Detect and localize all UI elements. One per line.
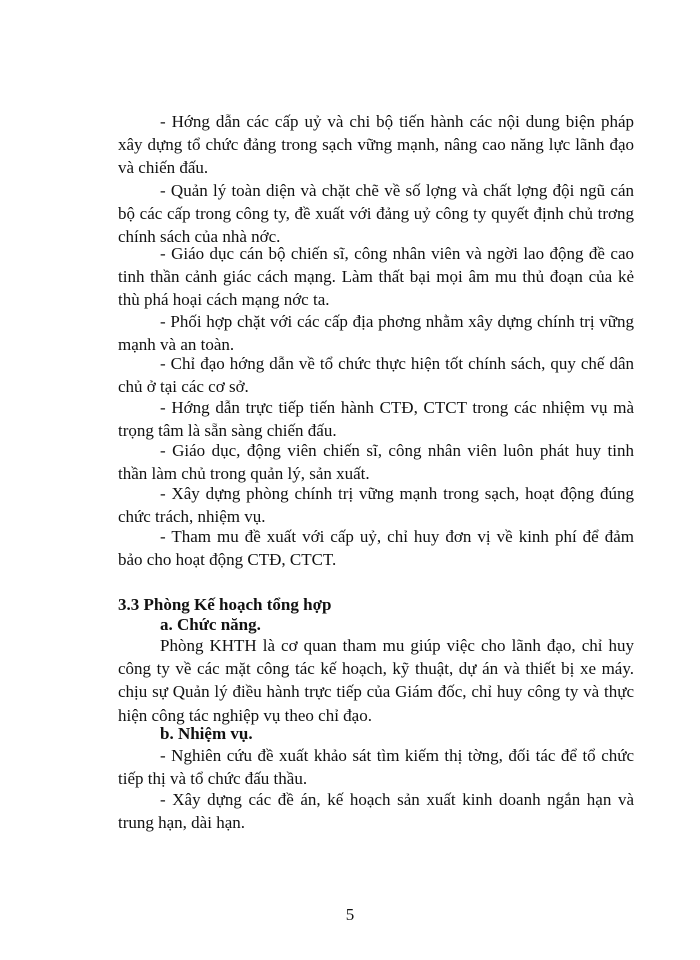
paragraph-advise-funding: - Tham mu đề xuất với cấp uỷ, chỉ huy đơn vị về kinh phí để đảm bảo cho hoạt động CTĐ, CTCT. <box>118 527 634 570</box>
paragraph-direct-democracy: - Chỉ đạo hớng dẫn về tổ chức thực hiện tốt chính sách, quy chế dân chủ ở tại các cơ sở. <box>118 354 634 397</box>
subsection-functions-heading: a. Chức năng. <box>160 615 261 634</box>
paragraph-direct-ctd-ctct: - Hớng dẫn trực tiếp tiến hành CTĐ, CTCT trong các nhiệm vụ mà trọng tâm là sẵn sàng chiến đấu. <box>118 398 634 441</box>
paragraph-functions: Phòng KHTH là cơ quan tham mu giúp việc cho lãnh đạo, chỉ huy công ty về các mặt công tác kế hoạch, kỹ thuật, dự án và thiết bị xe máy. chịu sự Quản lý điều hành trực tiếp của Giám đốc, chỉ huy công ty và thực hiện công tác nghiệp vụ theo chỉ đạo. <box>118 636 634 725</box>
paragraph-build-department: - Xây dựng phòng chính trị vững mạnh trong sạch, hoạt động đúng chức trách, nhiệm vụ. <box>118 484 634 527</box>
paragraph-business-plans: - Xây dựng các đề án, kế hoạch sản xuất kinh doanh ngắn hạn và trung hạn, dài hạn. <box>118 790 634 833</box>
subsection-tasks-heading: b. Nhiệm vụ. <box>160 724 253 743</box>
section-heading: 3.3 Phòng Kế hoạch tổng hợp <box>118 595 332 614</box>
paragraph-market-research: - Nghiên cứu đề xuất khảo sát tìm kiếm thị tờng, đối tác để tổ chức tiếp thị và tổ chức đấu thầu. <box>118 746 634 789</box>
paragraph-motivate-staff: - Giáo dục, động viên chiến sĩ, công nhân viên luôn phát huy tinh thần làm chủ trong quản lý, sản xuất. <box>118 441 634 484</box>
paragraph-manage-personnel: - Quản lý toàn diện và chặt chẽ về số lợng và chất lợng đội ngũ cán bộ các cấp trong công ty, đề xuất với đảng uỷ công ty quyết định chủ trơng chính sách của nhà nớc. <box>118 181 634 247</box>
paragraph-coordinate-localities: - Phối hợp chặt với các cấp địa phơng nhằm xây dựng chính trị vững mạnh và an toàn. <box>118 312 634 355</box>
paragraph-educate-staff: - Giáo dục cán bộ chiến sĩ, công nhân viên và ngời lao động đề cao tinh thần cảnh giác cách mạng. Làm thất bại mọi âm mu thủ đoạn của kẻ thù phá hoại cách mạng nớc ta. <box>118 244 634 310</box>
paragraph-guide-party-committees: - Hớng dẫn các cấp uỷ và chi bộ tiến hành các nội dung biện pháp xây dựng tổ chức đảng trong sạch vững mạnh, nâng cao năng lực lãnh đạo và chiến đấu. <box>118 112 634 178</box>
page-number: 5 <box>345 905 355 924</box>
